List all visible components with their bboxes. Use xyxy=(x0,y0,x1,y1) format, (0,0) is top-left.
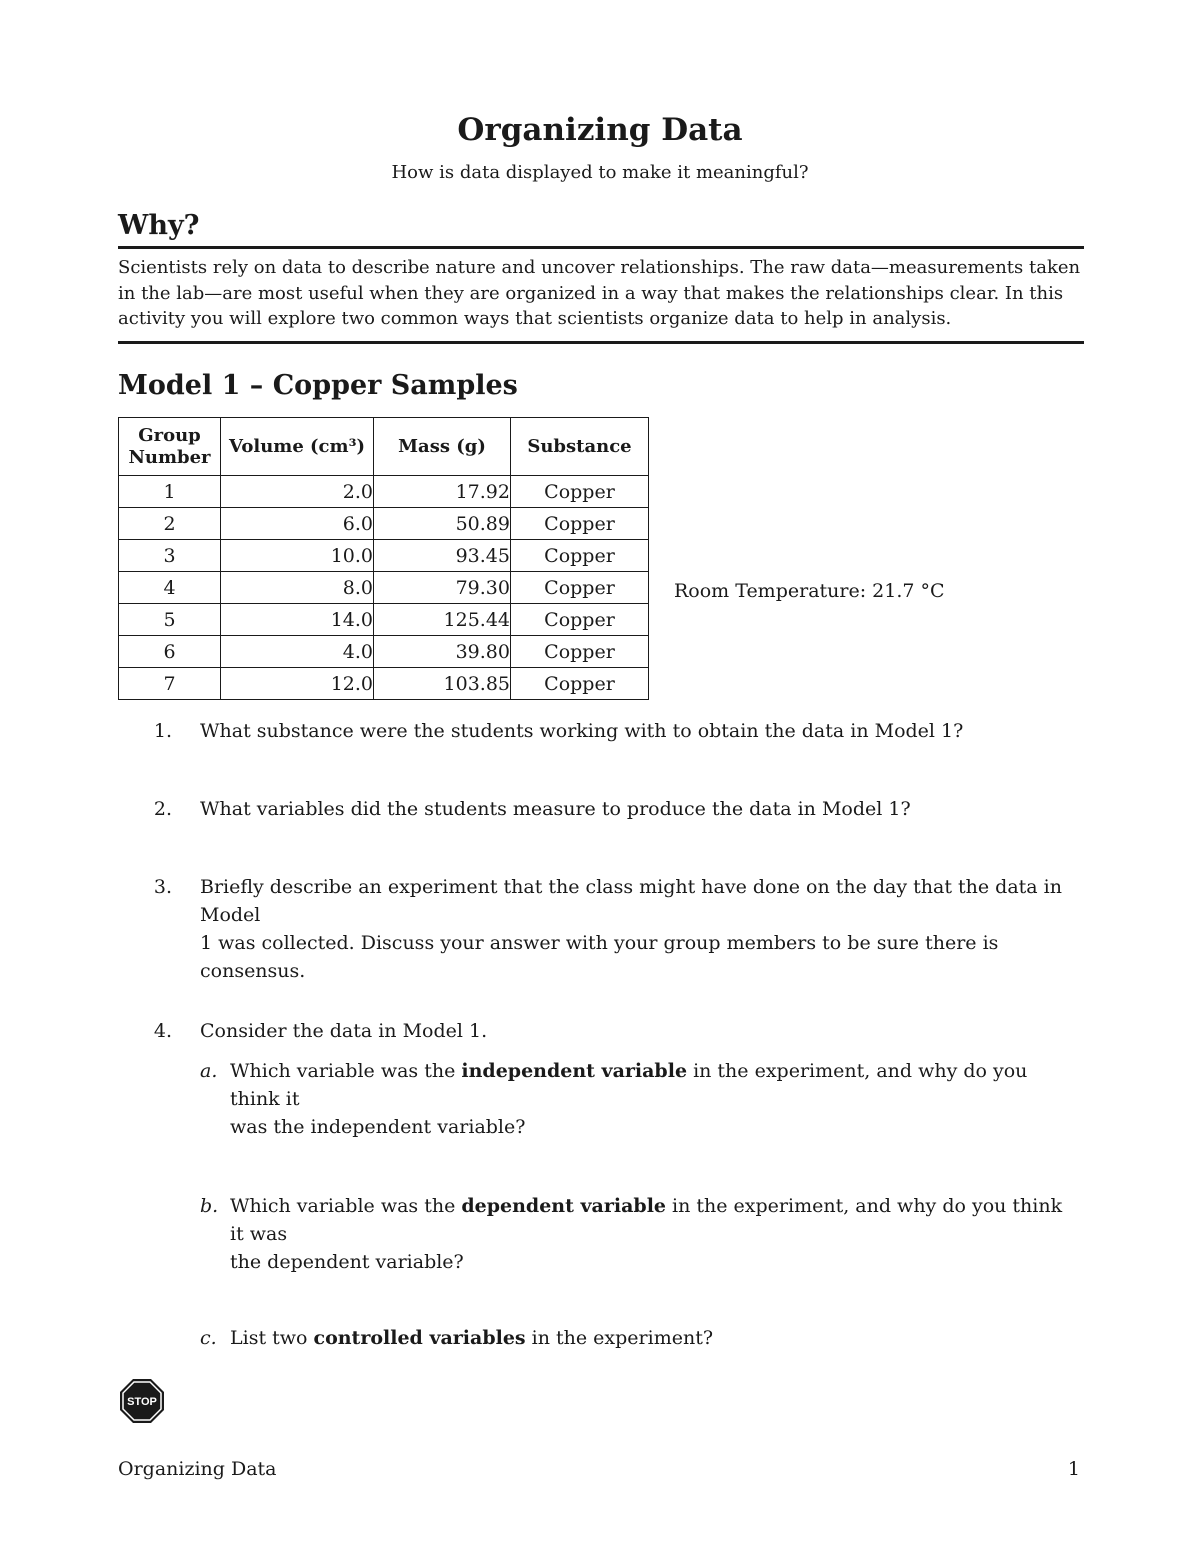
cell-group-number: 6 xyxy=(119,636,221,668)
cell-group-number: 2 xyxy=(119,508,221,540)
cell-group-number: 5 xyxy=(119,604,221,636)
question-text: Consider the data in Model 1. xyxy=(200,1020,488,1042)
cell-substance: Copper xyxy=(511,572,649,604)
subquestion-letter: b. xyxy=(200,1195,219,1217)
cell-volume: 10.0 xyxy=(221,540,374,572)
cell-mass: 17.92 xyxy=(374,476,511,508)
subquestion-text: was the independent variable? xyxy=(230,1116,526,1138)
header-volume: Volume (cm³) xyxy=(221,418,374,476)
page-title: Organizing Data xyxy=(457,112,743,148)
question-text: 1 was collected. Discuss your answer with your group members to be sure there is consensus. xyxy=(200,932,999,982)
footer-title: Organizing Data xyxy=(118,1458,277,1480)
question-number: 2. xyxy=(153,798,172,820)
table-row xyxy=(119,604,649,636)
subquestion-text: Which variable was the dependent variable in the experiment, and why do you think it was xyxy=(230,1195,1063,1245)
cell-mass: 39.80 xyxy=(374,636,511,668)
cell-group-number: 7 xyxy=(119,668,221,700)
table-header-row xyxy=(119,418,649,476)
question-number: 1. xyxy=(153,720,172,742)
table-row xyxy=(119,476,649,508)
cell-group-number: 3 xyxy=(119,540,221,572)
model-1-heading: Model 1 – Copper Samples xyxy=(118,370,518,401)
question-number: 3. xyxy=(153,876,172,898)
cell-mass: 79.30 xyxy=(374,572,511,604)
subquestion-text: the dependent variable? xyxy=(230,1251,464,1273)
question-number: 4. xyxy=(153,1020,172,1042)
cell-volume: 6.0 xyxy=(221,508,374,540)
cell-volume: 14.0 xyxy=(221,604,374,636)
why-paragraph xyxy=(118,255,1084,332)
stop-sign-icon xyxy=(119,1378,165,1424)
term-dependent-variable: dependent variable xyxy=(461,1195,666,1217)
why-heading: Why? xyxy=(118,210,200,241)
why-line: Scientists rely on data to describe nature and uncover relationships. The raw data—measurements taken xyxy=(118,257,1081,278)
cell-substance: Copper xyxy=(511,476,649,508)
question-text: Briefly describe an experiment that the class might have done on the day that the data in Model xyxy=(200,876,1062,926)
cell-substance: Copper xyxy=(511,540,649,572)
question-text: What variables did the students measure to produce the data in Model 1? xyxy=(200,798,911,820)
header-mass: Mass (g) xyxy=(374,418,511,476)
page-number: 1 xyxy=(1067,1458,1080,1480)
table-row xyxy=(119,508,649,540)
cell-volume: 8.0 xyxy=(221,572,374,604)
why-line: activity you will explore two common ways that scientists organize data to help in analysis. xyxy=(118,308,952,329)
subquestion-letter: a. xyxy=(200,1060,218,1082)
cell-mass: 125.44 xyxy=(374,604,511,636)
cell-mass: 50.89 xyxy=(374,508,511,540)
why-bottom-rule xyxy=(118,341,1084,344)
cell-substance: Copper xyxy=(511,604,649,636)
cell-mass: 93.45 xyxy=(374,540,511,572)
cell-volume: 2.0 xyxy=(221,476,374,508)
header-substance: Substance xyxy=(511,418,649,476)
stop-sign-label: STOP xyxy=(127,1396,157,1408)
why-line: in the lab—are most useful when they are organized in a way that makes the relationships clear. In this xyxy=(118,282,1064,304)
cell-mass: 103.85 xyxy=(374,668,511,700)
term-controlled-variables: controlled variables xyxy=(313,1327,526,1349)
subquestion-letter: c. xyxy=(200,1327,217,1349)
cell-substance: Copper xyxy=(511,668,649,700)
table-row xyxy=(119,540,649,572)
cell-substance: Copper xyxy=(511,636,649,668)
room-temperature: Room Temperature: 21.7 °C xyxy=(674,580,945,602)
cell-volume: 4.0 xyxy=(221,636,374,668)
table-row xyxy=(119,636,649,668)
subquestion-text: Which variable was the independent variable in the experiment, and why do you think it xyxy=(230,1060,1028,1110)
cell-volume: 12.0 xyxy=(221,668,374,700)
why-top-rule xyxy=(118,246,1084,249)
cell-group-number: 1 xyxy=(119,476,221,508)
header-group-number: Group Number xyxy=(119,418,221,476)
cell-substance: Copper xyxy=(511,508,649,540)
table-row xyxy=(119,668,649,700)
cell-group-number: 4 xyxy=(119,572,221,604)
subquestion-text: List two controlled variables in the experiment? xyxy=(230,1327,714,1349)
copper-samples-table xyxy=(118,417,649,700)
page-subtitle: How is data displayed to make it meaningful? xyxy=(391,162,809,183)
term-independent-variable: independent variable xyxy=(461,1060,688,1082)
question-text: What substance were the students working with to obtain the data in Model 1? xyxy=(200,720,964,742)
table-row xyxy=(119,572,649,604)
